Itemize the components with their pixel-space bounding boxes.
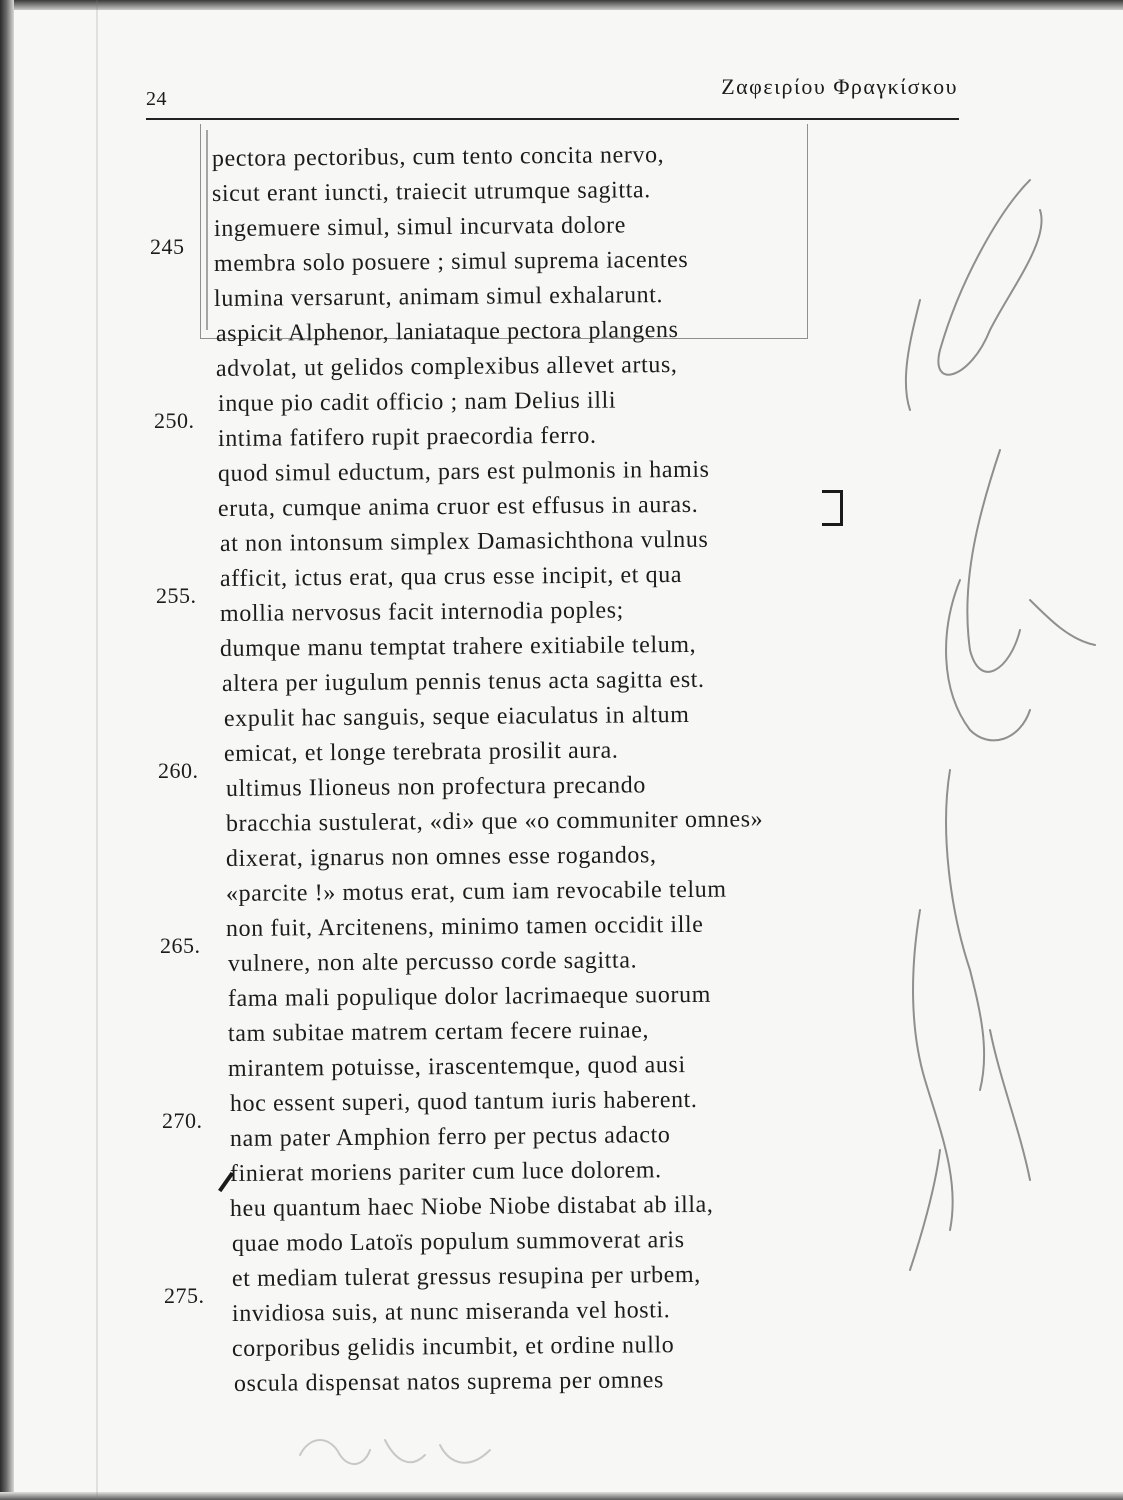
poem-line: mollia nervosus facit internodia poples; (219, 597, 625, 627)
poem-line: heu quantum haec Niobe Niobe distabat ab illa, (229, 1191, 714, 1222)
poem-line: eruta, cumque anima cruor est effusus in auras. (217, 491, 699, 522)
poem-line: dumque manu temptat trahere exitiabile telum, (219, 631, 697, 662)
line-number: 255. (156, 583, 197, 608)
line-number: 250. (154, 408, 195, 433)
poem-line: ultimus Ilioneus non profectura precando (225, 772, 646, 802)
poem-line: quod simul eductum, pars est pulmonis in hamis (217, 456, 710, 487)
poem-line: membra solo posuere ; simul suprema iacentes (213, 246, 689, 277)
poem-line: advolat, ut gelidos complexibus allevet artus, (215, 351, 678, 382)
running-head: Ζαφειρίου Φραγκίσκου (721, 74, 958, 99)
poem-line: dixerat, ignarus non omnes esse rogandos, (225, 842, 657, 872)
poem-line: et mediam tulerat gressus resupina per urbem, (231, 1261, 701, 1292)
line-number: 275. (164, 1283, 205, 1308)
poem-line: expulit hac sanguis, seque eiaculatus in altum (223, 701, 690, 732)
poem-line: oscula dispensat natos suprema per omnes (233, 1367, 664, 1397)
poem-line: emicat, et longe terebrata prosilit aura. (223, 737, 619, 767)
poem-line: afficit, ictus erat, qua crus esse incipit, et qua (219, 561, 683, 592)
poem-line: at non intonsum simplex Damasichthona vulnus (219, 526, 709, 557)
page-number: 24 (146, 88, 167, 110)
poem-line: quae modo Latoïs populum summoverat aris (231, 1227, 685, 1257)
poem-line: invidiosa suis, at nunc miseranda vel hosti. (231, 1297, 671, 1327)
pencil-margin-scribble (880, 150, 1123, 1400)
poem-line: finierat moriens pariter cum luce dolorem. (229, 1157, 662, 1187)
poem-line: nam pater Amphion ferro per pectus adacto (229, 1122, 671, 1152)
poem-line: sicut erant iuncti, traiecit utrumque sagitta. (211, 177, 651, 207)
poem-line: corporibus gelidis incumbit, et ordine nullo (231, 1332, 675, 1362)
poem-line: «parcite !» motus erat, cum iam revocabile telum (225, 876, 727, 907)
poem-line: pectora pectoribus, cum tento concita nervo, (211, 142, 665, 172)
poem-line: ingemuere simul, simul incurvata dolore (213, 212, 627, 242)
line-number: 260. (158, 758, 199, 783)
pencil-bottom-scribble (290, 1415, 510, 1485)
poem-line: non fuit, Arcitenens, minimo tamen occidit ille (225, 911, 704, 942)
poem-line: tam subitae matrem certam fecere ruinae, (227, 1017, 650, 1047)
poem-line: bracchia sustulerat, «di» que «o communiter omnes» (225, 806, 764, 837)
poem-line: mirantem potuisse, irascentemque, quod ausi (227, 1052, 686, 1082)
line-number: 245 (150, 234, 185, 259)
poem-line: intima fatifero rupit praecordia ferro. (217, 422, 597, 452)
poem-line: altera per iugulum pennis tenus acta sagitta est. (221, 666, 705, 697)
poem-line: vulnere, non alte percusso corde sagitta. (227, 947, 638, 977)
line-number: 270. (162, 1108, 203, 1133)
poem-line: aspicit Alphenor, laniataque pectora plangens (215, 316, 679, 347)
ink-bracket-mark (822, 490, 843, 526)
poem-line: hoc essent superi, quod tantum iuris haberent. (229, 1086, 698, 1117)
poem-line: inque pio cadit officio ; nam Delius illi (217, 387, 617, 417)
poem-line: lumina versarunt, animam simul exhalarunt. (213, 282, 664, 312)
poem-line: fama mali populique dolor lacrimaeque suorum (227, 981, 712, 1012)
line-number: 265. (160, 933, 201, 958)
